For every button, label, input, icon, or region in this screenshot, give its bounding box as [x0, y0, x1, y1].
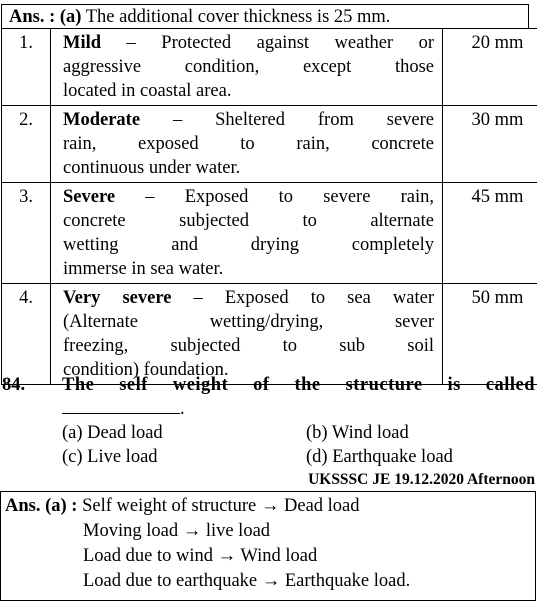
cover-value: 45 mm — [443, 183, 537, 284]
exposure-term: Moderate — [63, 110, 141, 130]
table-row — [2, 106, 537, 183]
explanation-line: Load due to wind → Wind load — [83, 546, 318, 566]
explanation-line: Load due to earthquake → Earthquake load. — [83, 571, 411, 591]
cover-value: 50 mm — [443, 284, 537, 385]
cover-value: 30 mm — [443, 106, 537, 183]
option-b[interactable]: (b) Wind load — [306, 423, 409, 443]
row-description: Mild – Protected against weather or aggressive condition, except those located in coastal area. — [51, 29, 443, 106]
explanation-line: Moving load → live load — [83, 521, 271, 541]
exposure-term: Very severe — [63, 288, 172, 308]
table-row — [2, 284, 537, 385]
row-description: Moderate – Sheltered from severe rain, exposed to rain, concrete continuous under water. — [51, 106, 443, 183]
row-number: 1. — [2, 29, 51, 106]
exposure-term: Mild — [63, 33, 102, 53]
question-number: 84. — [2, 375, 26, 395]
table-row — [2, 29, 537, 106]
cover-table — [1, 28, 537, 385]
row-number: 4. — [2, 284, 51, 385]
answer-text: The additional cover thickness is 25 mm. — [81, 7, 391, 27]
cover-value: 20 mm — [443, 29, 537, 106]
row-number: 3. — [2, 183, 51, 284]
exposure-term: Severe — [63, 187, 116, 207]
table-row — [2, 183, 537, 284]
row-description: Very severe – Exposed to sea water (Alternate wetting/drying, sever freezing, subjected to sub soil condition) foundation. — [51, 284, 443, 385]
answer-explanation: Ans. (a) : Self weight of structure → Dead load Moving load → live load Load due to wind → Wind load Load due to earthquake → Earthquake load. — [0, 491, 536, 601]
question-stem: The self weight of the structure is called — [62, 375, 535, 395]
answer-label: Ans. (a) : — [5, 496, 78, 516]
answer-blank: . — [62, 397, 185, 421]
row-description: Severe – Exposed to severe rain, concrete subjected to alternate wetting and drying completely immerse in sea water. — [51, 183, 443, 284]
exam-source: UKSSSC JE 19.12.2020 Afternoon — [308, 471, 535, 488]
row-number: 2. — [2, 106, 51, 183]
option-d[interactable]: (d) Earthquake load — [306, 447, 453, 467]
option-c[interactable]: (c) Live load — [62, 447, 158, 467]
blank-line — [62, 397, 180, 414]
answer-header — [1, 4, 529, 28]
answer-label: Ans. : (a) — [9, 7, 82, 27]
option-a[interactable]: (a) Dead load — [62, 423, 163, 443]
